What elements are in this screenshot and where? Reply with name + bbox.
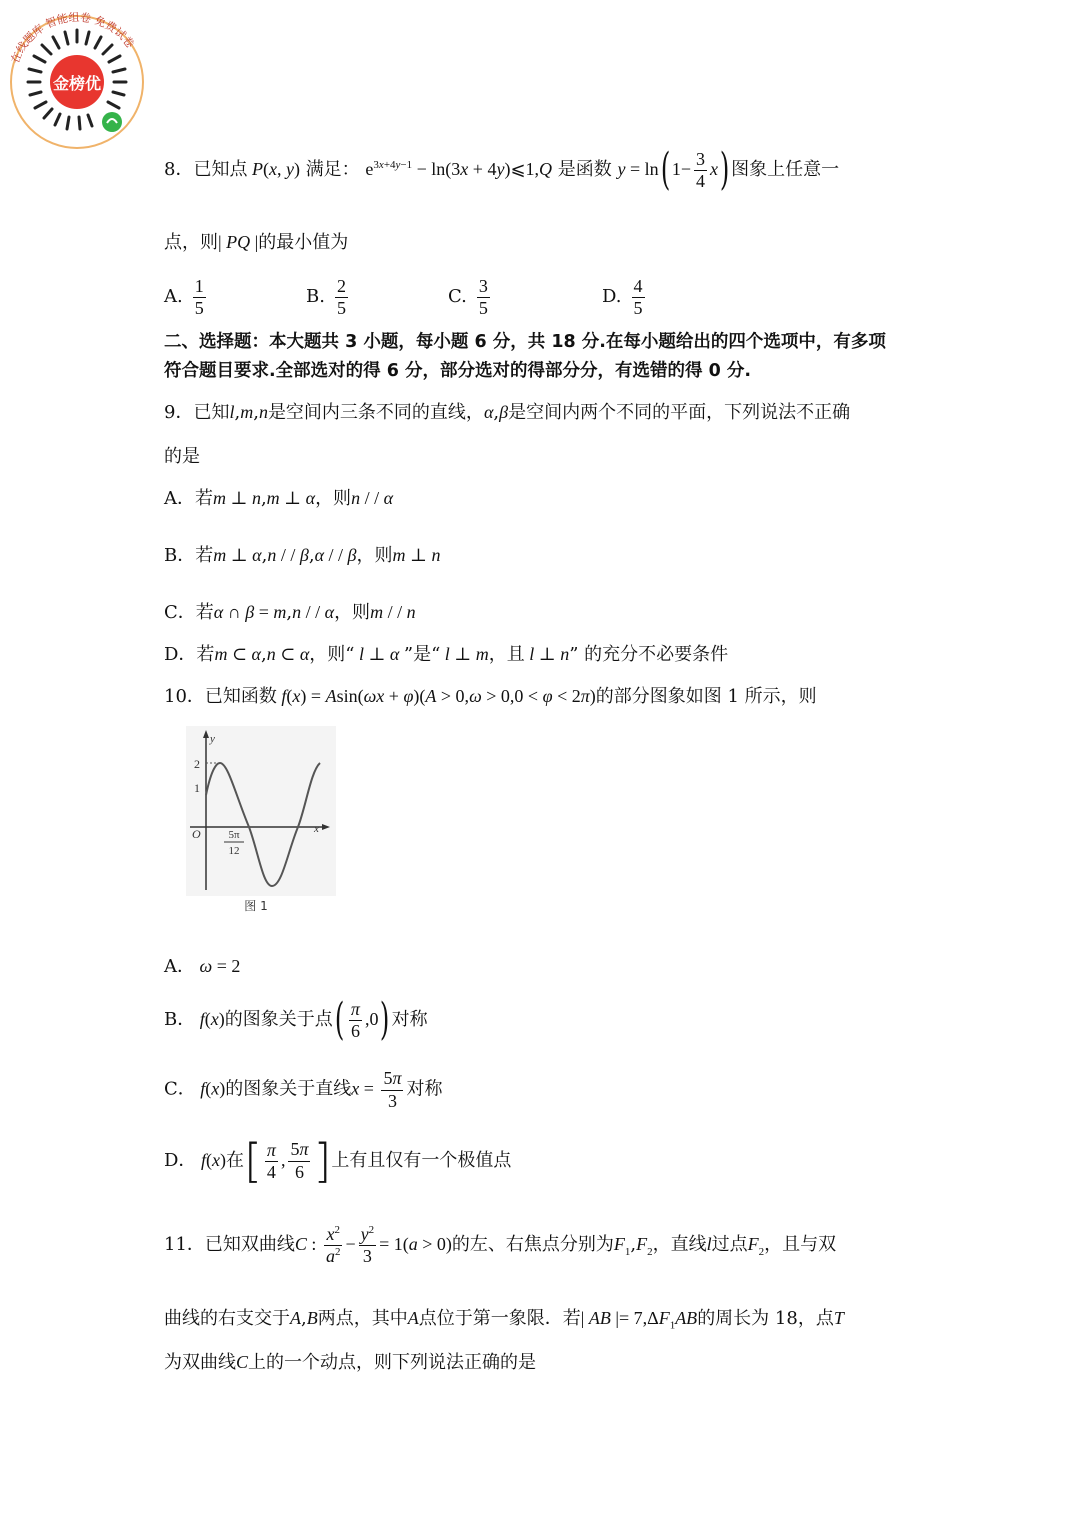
q9-line2: 的是 xyxy=(164,446,200,467)
q11-line2: 曲线的右支交于A,B两点，其中A点位于第一象限．若| AB |= $7,\Delta F_1AB$的周长为 18，点T xyxy=(164,1308,844,1332)
q9-line1: 9．已知l,m,n是空间内三条不同的直线，α,β是空间内两个不同的平面，下列说法不正确 xyxy=(164,402,851,423)
y-axis-label: y xyxy=(210,733,215,745)
q10-option-c[interactable]: C． f(x)的图象关于直线x = $\frac{5\pi}{3}$ 对称 xyxy=(164,1068,443,1111)
q8-option-b[interactable]: B. $\frac{2}{5}$ xyxy=(306,276,346,318)
q9-option-a[interactable]: A．若m ⊥ n,m ⊥ α，则n / / α xyxy=(164,488,394,509)
origin-label: O xyxy=(192,827,201,841)
logo-top-text: 在线题库 智能组卷 免费试卷 xyxy=(8,10,137,66)
q9-option-b[interactable]: B．若m ⊥ α,n / / β,α / / β，则m ⊥ n xyxy=(164,545,441,566)
q9-option-c[interactable]: C．若α ∩ β = m,n / / α，则m / / n xyxy=(164,602,416,623)
q10-line1: 10．已知函数 f(x) = Asin(ωx + φ)(A > 0,ω > 0,0 < φ < 2π)的部分图象如图 1 所示，则 xyxy=(164,686,817,707)
x-tick-den: 12 xyxy=(228,845,240,857)
q11-line1: 11．已知双曲线C : $\frac{x^2}{a^2}$ − $\frac{y^2}{3}$ = 1(a > 0)的左、右焦点分别为$F_1,F_2$，直线l过点$F_2$，且与双 xyxy=(164,1224,837,1266)
q10-option-a[interactable]: A． ω = 2 xyxy=(164,956,241,977)
logo-center-text: 金榜优 xyxy=(52,74,102,93)
y-tick-1: 1 xyxy=(194,781,200,795)
q10-figure xyxy=(186,726,336,918)
logo-mark xyxy=(4,2,150,152)
q8-option-c[interactable]: C. $\frac{3}{5}$ xyxy=(448,276,488,318)
logo xyxy=(4,2,150,152)
section2-line2: 符合题目要求.全部选对的得 6 分，部分选对的得部分分，有选错的得 0 分. xyxy=(164,361,752,381)
x-tick-num: 5π xyxy=(228,829,240,841)
q8-option-a[interactable]: A. $\frac{1}{5}$ xyxy=(164,276,204,318)
q8-option-d[interactable]: D. $\frac{4}{5}$ xyxy=(602,276,643,318)
y-tick-2: 2 xyxy=(194,757,200,771)
q8-line2: 点，则| PQ |的最小值为 xyxy=(164,232,349,253)
sine-graph xyxy=(186,726,336,918)
q10-option-b[interactable]: B． f(x)的图象关于点( $\frac{\pi}{6}$ ,0) 对称 xyxy=(164,994,428,1045)
q9-option-d[interactable]: D．若m ⊂ α,n ⊂ α，则“ l ⊥ α ”是“ l ⊥ m，且 l ⊥ n” 的充分不必要条件 xyxy=(164,644,729,665)
section2-line1: 二、选择题：本大题共 3 小题，每小题 6 分，共 18 分.在每小题给出的四个选项中，有多项 xyxy=(164,332,886,352)
x-axis-label: x xyxy=(314,823,319,835)
q11-line3: 为双曲线C上的一个动点，则下列说法正确的是 xyxy=(164,1352,537,1373)
q10-option-d[interactable]: D． f(x)在[ $\frac{\pi}{4}$ , $\frac{5\pi}{6}$ ]上有且仅有一个极值点 xyxy=(164,1134,512,1188)
figure-caption: 图 1 xyxy=(244,899,268,913)
q8-line1: 8．已知点 P(x, y) 满足： $e^{3x+4y-1} - \ln(3x$ + 4y)⩽1,Q 是函数 y = ln( 1− $\frac{3}{4}$ x) 图象上任意一 xyxy=(164,144,840,195)
